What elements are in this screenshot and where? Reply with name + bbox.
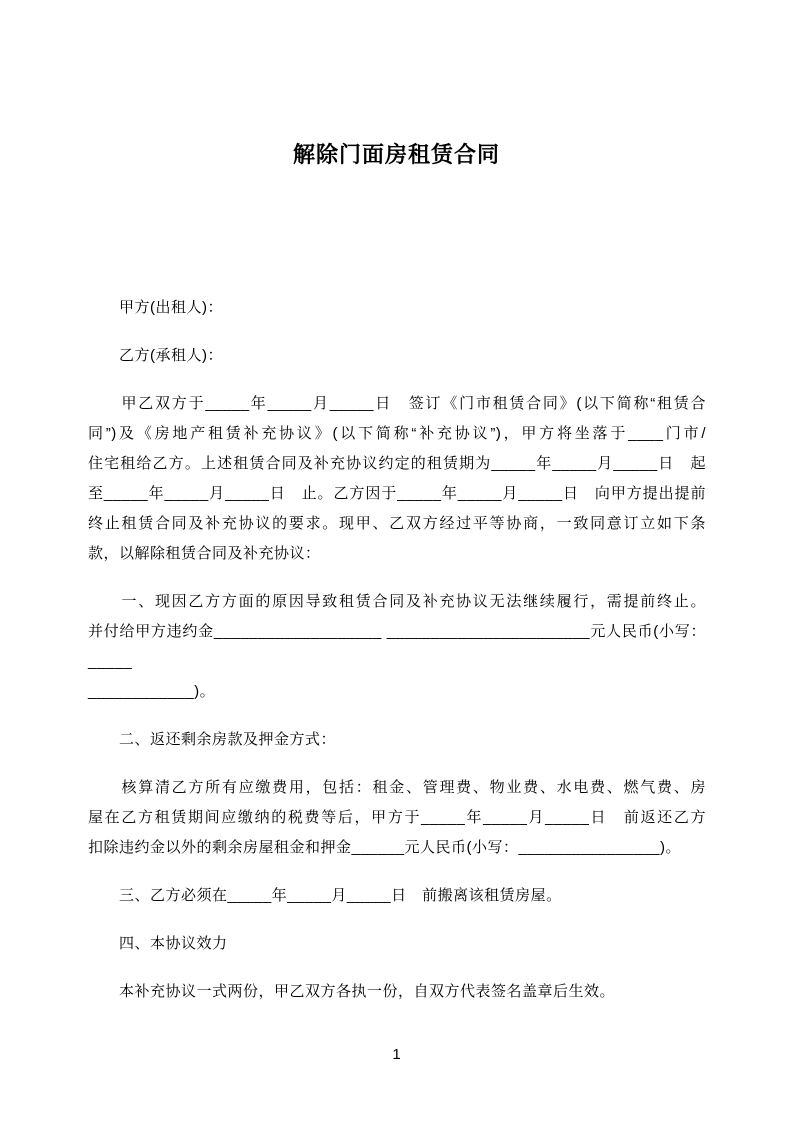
- text-line: 甲方(出租人)：: [88, 299, 223, 316]
- text-line: ____________)。: [88, 683, 216, 700]
- text-line: 甲乙双方于_____年_____月_____日 签订《门市租赁合同》(以下简称“租赁合: [88, 395, 706, 412]
- text-line: 款，以解除租赁合同及补充协议：: [88, 545, 321, 562]
- paragraph-clause-1: [88, 587, 706, 707]
- paragraph-clause-4-heading: [88, 929, 706, 959]
- text-line: 一、现因乙方方面的原因导致租赁合同及补充协议无法继续履行，需提前终止。: [88, 593, 706, 610]
- document-body: [88, 293, 706, 1007]
- paragraph-clause-2-heading: [88, 725, 706, 755]
- text-line: 本补充协议一式两份，甲乙双方各执一份，自双方代表签名盖章后生效。: [88, 983, 616, 1000]
- text-line: 核算清乙方所有应缴费用，包括：租金、管理费、物业费、水电费、燃气费、房: [88, 779, 706, 796]
- paragraph-party-a: [88, 293, 706, 323]
- text-line: 乙方(承租人)：: [88, 347, 223, 364]
- paragraph-party-b: [88, 341, 706, 371]
- text-line: 扣除违约金以外的剩余房屋租金和押金______元人民币(小写：________________)。: [88, 839, 682, 856]
- paragraph-intro: [88, 389, 706, 569]
- text-line: 住宅租给乙方。上述租赁合同及补充协议约定的租赁期为_____年_____月_____日 起: [88, 455, 706, 472]
- text-line: 二、返还剩余房款及押金方式：: [88, 731, 337, 748]
- text-line: 同”)及《房地产租赁补充协议》(以下简称“补充协议”)，甲方将坐落于____门市/: [88, 425, 706, 442]
- paragraph-clause-2-body: [88, 773, 706, 863]
- text-line: 四、本协议效力: [88, 935, 228, 952]
- text-line: 至_____年_____月_____日 止。乙方因于_____年_____月_____日 向甲方提出提前: [88, 485, 706, 502]
- page-number: 1: [392, 1046, 401, 1063]
- paragraph-clause-3: [88, 881, 706, 911]
- text-line: 屋在乙方租赁期间应缴纳的税费等后，甲方于_____年_____月_____日 前返还乙方: [88, 809, 706, 826]
- document-title: 解除门面房租赁合同: [292, 142, 500, 167]
- paragraph-closing: [88, 977, 706, 1007]
- text-line: 并付给甲方违约金___________________ _______________________元人民币(小写：_____: [88, 623, 706, 670]
- text-line: 终止租赁合同及补充协议的要求。现甲、乙双方经过平等协商，一致同意订立如下条: [88, 515, 706, 532]
- text-line: 三、乙方必须在_____年_____月_____日 前搬离该租赁房屋。: [88, 887, 562, 904]
